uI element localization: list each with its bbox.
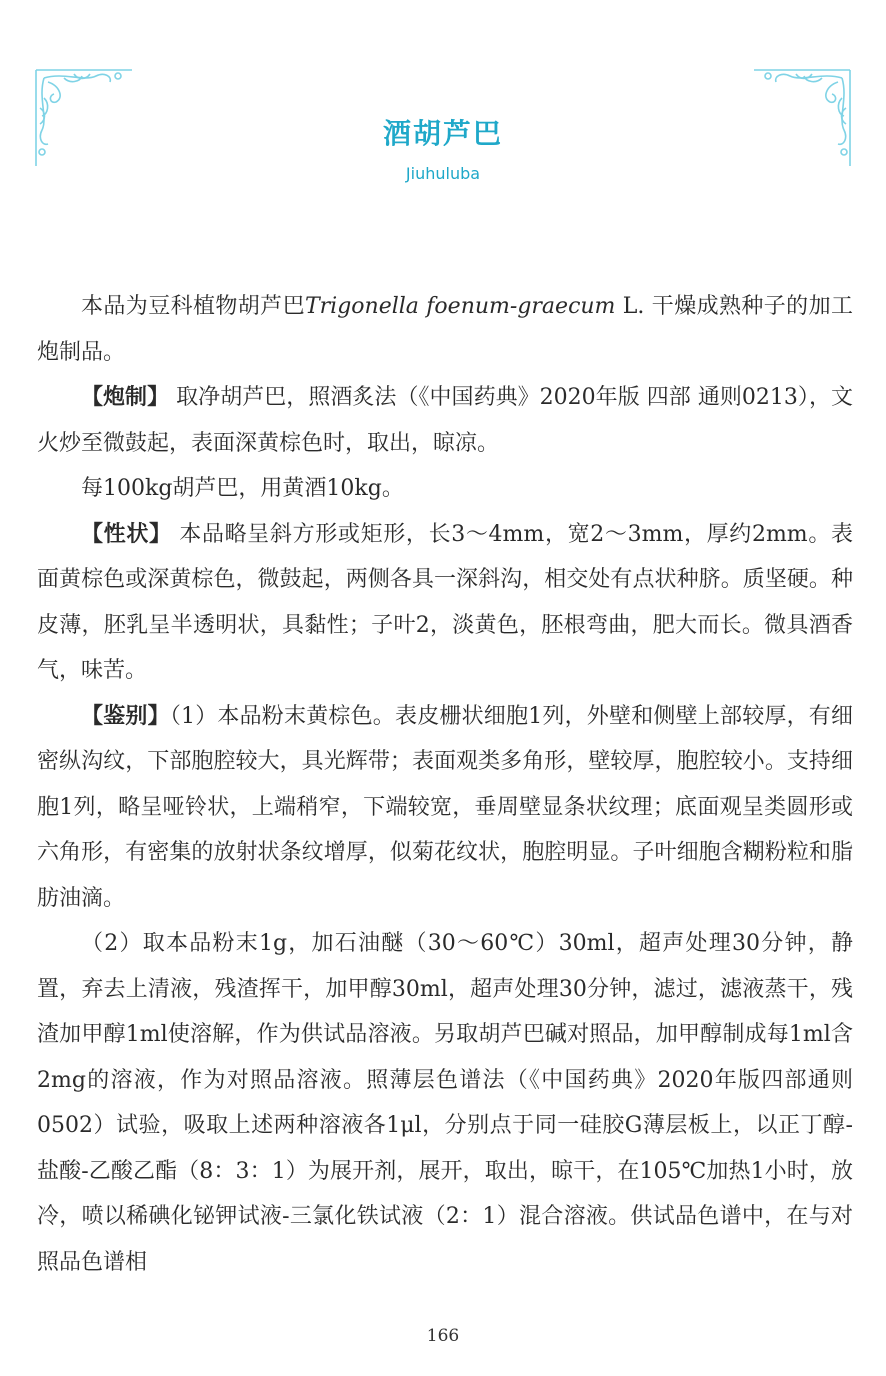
- section-heading-processing: 【炮制】: [81, 385, 170, 410]
- character-text: 本品略呈斜方形或矩形，长3～4mm，宽2～3mm，厚约2mm。表面黄棕色或深黄棕色，微鼓起，两侧各具一深斜沟，相交处有点状种脐。质坚硬。种皮薄，胚乳呈半透明状，具黏性；子叶2，淡黄色，胚根弯曲，肥大而长。微具酒香气，味苦。: [37, 521, 853, 683]
- section-heading-identification: 【鉴别】: [81, 703, 170, 729]
- identification-text: （1）本品粉末黄棕色。表皮栅状细胞1列，外壁和侧壁上部较厚，有细密纵沟纹，下部胞腔较大，具光辉带；表面观类多角形，壁较厚，胞腔较小。支持细胞1列，略呈哑铃状，上端稍窄，下端较宽，垂周壁显条状纹理；底面观呈类圆形或六角形，有密集的放射状条纹增厚，似菊花纹状，胞腔明显。子叶细胞含糊粉粒和脂肪油滴。: [37, 703, 853, 911]
- intro-text: 本品为豆科植物胡芦巴: [81, 294, 305, 319]
- character-paragraph: [37, 512, 853, 694]
- monograph-body: [37, 284, 853, 1285]
- identification-paragraph: [37, 694, 853, 922]
- intro-paragraph: [37, 284, 853, 375]
- latin-name: Trigonella foenum-graecum: [304, 294, 616, 319]
- section-heading-character: 【性状】: [81, 521, 172, 547]
- page-title: 酒胡芦巴: [382, 117, 503, 150]
- ratio-paragraph: 每100kg胡芦巴，用黄酒10kg。: [81, 476, 404, 501]
- identification2-paragraph: （2）取本品粉末1g，加石油醚（30～60℃）30ml，超声处理30分钟，静置，弃去上清液，残渣挥干，加甲醇30ml，超声处理30分钟，滤过，滤液蒸干，残渣加甲醇1ml使溶解，作为供试品溶液。另取胡芦巴碱对照品，加甲醇制成每1ml含2mg的溶液，作为对照品溶液。照薄层色谱法（《中国药典》2020年版四部通则0502）试验，吸取上述两种溶液各1μl，分别点于同一硅胶G薄层板上，以正丁醇-盐酸-乙酸乙酯（8：3：1）为展开剂，展开，取出，晾干，在105℃加热1小时，放冷，喷以稀碘化铋钾试液-三氯化铁试液（2：1）混合溶液。供试品色谱中，在与对照品色谱相: [37, 931, 853, 1275]
- processing-paragraph: [37, 375, 853, 466]
- intro-text-end: L. 干燥成熟种子的加工炮制品。: [37, 294, 853, 365]
- processing-text: 取净胡芦巴，照酒炙法（《中国药典》2020年版 四部 通则0213），文火炒至微鼓起，表面深黄棕色时，取出，晾凉。: [37, 385, 853, 456]
- page-subtitle: Jiuhuluba: [405, 164, 481, 183]
- page-number: 166: [426, 1326, 460, 1346]
